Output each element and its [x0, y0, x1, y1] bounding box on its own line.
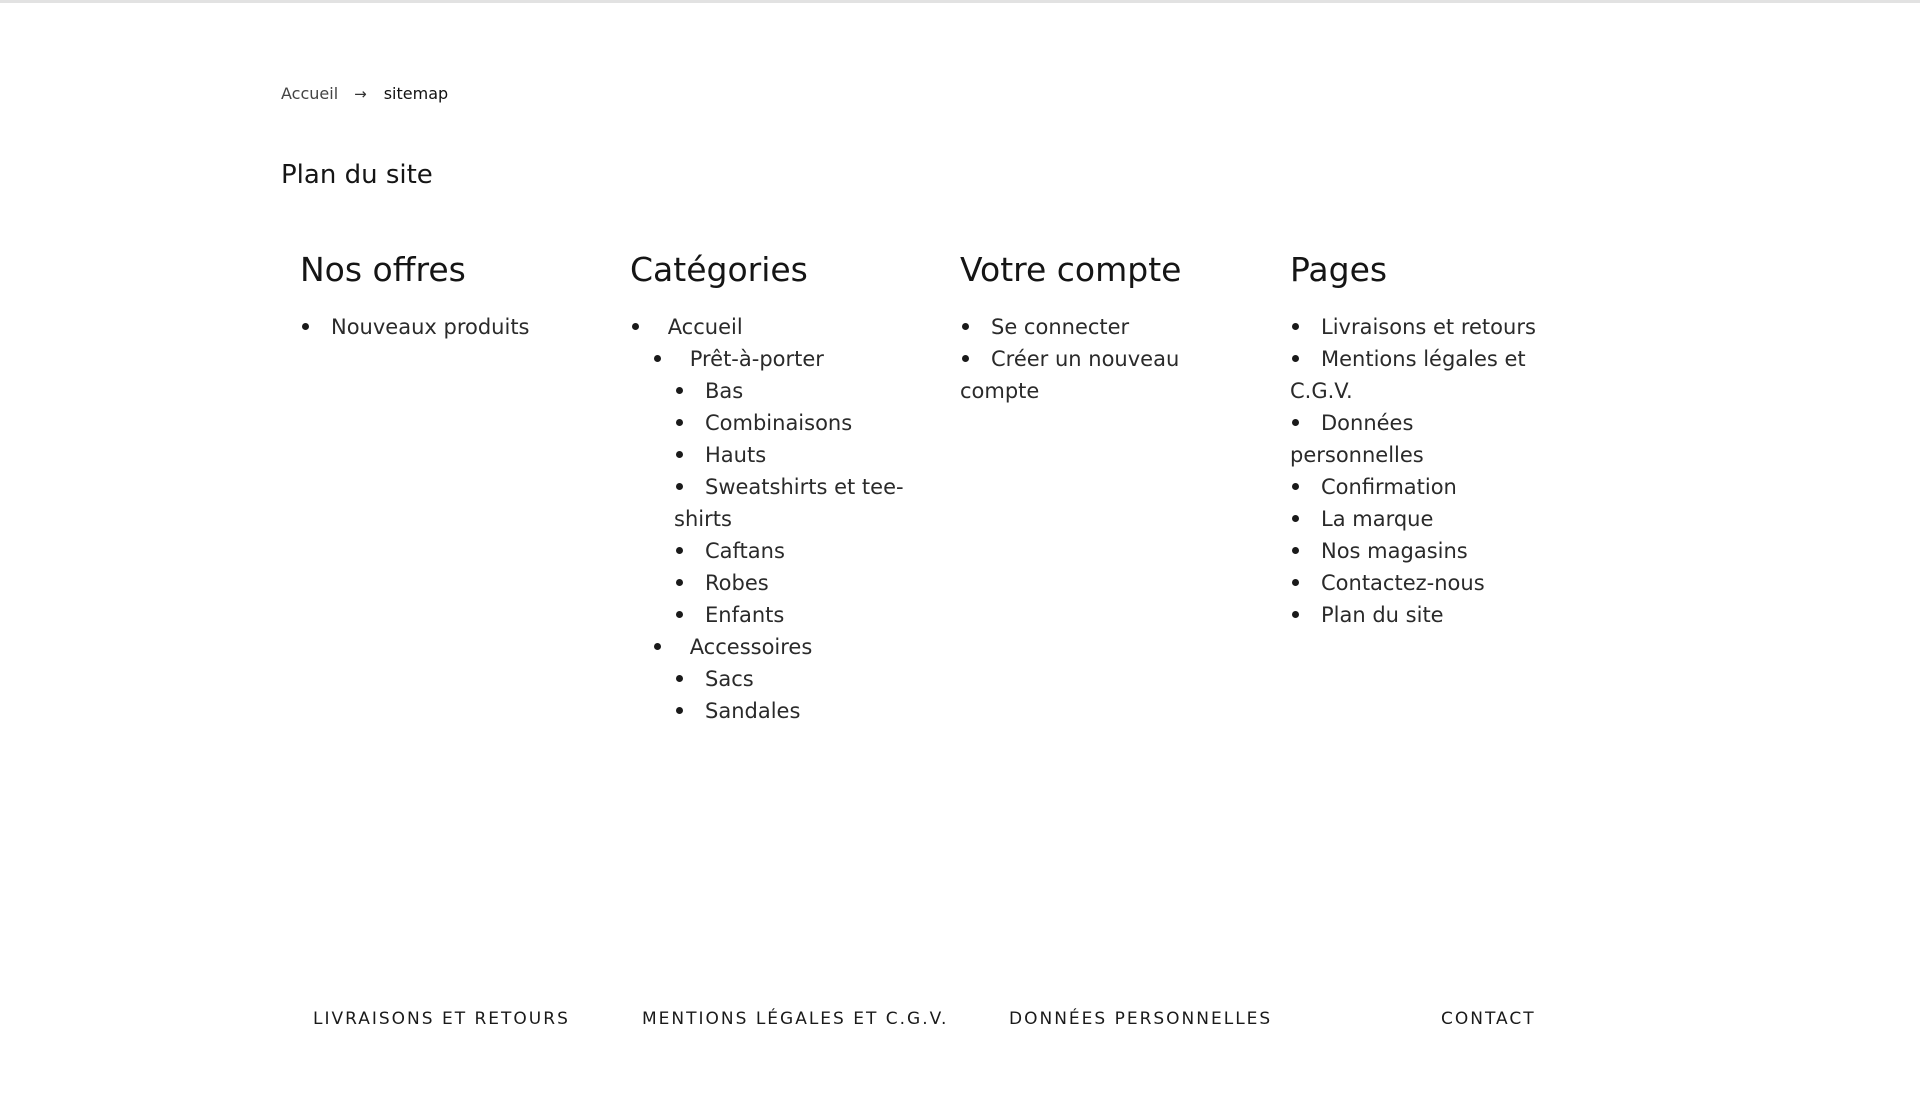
- sitemap-link[interactable]: Se connecter: [960, 311, 1260, 343]
- sitemap-link[interactable]: La marque: [1290, 503, 1550, 535]
- sitemap-link[interactable]: Données personnelles: [1290, 407, 1550, 471]
- footer-link-legal[interactable]: MENTIONS LÉGALES ET C.G.V.: [642, 1009, 949, 1029]
- subcategory-list: [652, 663, 920, 727]
- sitemap-column-categories: [630, 248, 920, 727]
- sitemap-link[interactable]: Plan du site: [1290, 599, 1550, 631]
- footer-link-privacy[interactable]: DONNÉES PERSONNELLES: [1009, 1009, 1273, 1029]
- sitemap-column-pages: [1290, 248, 1550, 631]
- categories-list: [630, 311, 920, 727]
- column-heading-categories: Catégories: [630, 250, 808, 289]
- category-group: [652, 343, 920, 631]
- subcategory-list: [652, 375, 920, 631]
- footer-nav: [0, 1009, 1920, 1039]
- sitemap-link[interactable]: Nouveaux produits: [300, 311, 600, 343]
- sitemap-link[interactable]: Livraisons et retours: [1290, 311, 1550, 343]
- breadcrumb-current: sitemap: [383, 84, 449, 103]
- breadcrumb-arrow-icon: →: [354, 84, 367, 103]
- sitemap-column-account: [960, 248, 1260, 407]
- sitemap-link[interactable]: Contactez-nous: [1290, 567, 1550, 599]
- subcategory-link[interactable]: Enfants: [674, 599, 920, 631]
- breadcrumb: [281, 84, 448, 103]
- sitemap-link[interactable]: Créer un nouveau compte: [960, 343, 1260, 407]
- category-group-link[interactable]: Prêt-à-porter: [689, 347, 824, 371]
- offers-list: [300, 311, 600, 343]
- top-divider: [0, 0, 1920, 3]
- category-group-link[interactable]: Accessoires: [689, 635, 813, 659]
- subcategory-link[interactable]: Combinaisons: [674, 407, 920, 439]
- subcategory-link[interactable]: Sacs: [674, 663, 920, 695]
- subcategory-link[interactable]: Sandales: [674, 695, 920, 727]
- subcategory-link[interactable]: Sweatshirts et tee-shirts: [674, 471, 920, 535]
- account-list: [960, 311, 1260, 407]
- sitemap-column-offers: [300, 248, 600, 343]
- column-heading-offers: Nos offres: [300, 250, 466, 289]
- subcategory-link[interactable]: Robes: [674, 567, 920, 599]
- footer-link-contact[interactable]: CONTACT: [1441, 1009, 1536, 1029]
- subcategory-link[interactable]: Caftans: [674, 535, 920, 567]
- page-title: Plan du site: [281, 160, 433, 190]
- pages-list: [1290, 311, 1550, 631]
- category-groups: [630, 343, 920, 727]
- sitemap-link: [630, 311, 920, 727]
- column-heading-pages: Pages: [1290, 250, 1388, 289]
- footer-link-shipping[interactable]: LIVRAISONS ET RETOURS: [313, 1009, 570, 1029]
- category-root-link[interactable]: Accueil: [667, 315, 743, 339]
- subcategory-link[interactable]: Hauts: [674, 439, 920, 471]
- column-heading-account: Votre compte: [960, 250, 1182, 289]
- sitemap-link[interactable]: Nos magasins: [1290, 535, 1550, 567]
- breadcrumb-home-link[interactable]: Accueil: [281, 84, 339, 103]
- sitemap-link[interactable]: Mentions légales et C.G.V.: [1290, 343, 1550, 407]
- category-group: [652, 631, 920, 727]
- sitemap-link[interactable]: Confirmation: [1290, 471, 1550, 503]
- subcategory-link[interactable]: Bas: [674, 375, 920, 407]
